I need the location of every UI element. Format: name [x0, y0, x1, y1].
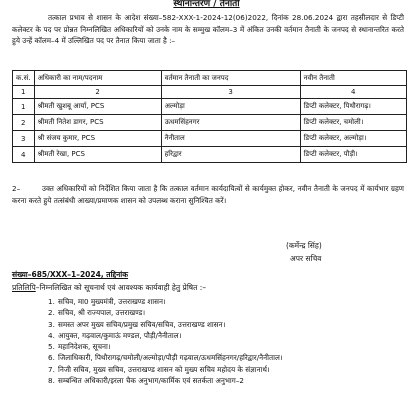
table-header-row	[13, 71, 407, 86]
item-text: निजी सचिव, मुख्य सचिव, उत्तराखण्ड शासन को मुख्य सचिव महोदय के संज्ञानार्थ।	[58, 364, 270, 374]
item-number: 2.	[48, 308, 55, 318]
cell-current: ऊधमसिंहनगर	[161, 115, 300, 131]
cell-current: हरिद्वार	[161, 147, 300, 163]
memo-number: संख्या–685/XXX–1–2024, तद्दिनांक	[12, 270, 129, 279]
paragraph-number: 2–	[12, 184, 21, 193]
col-header-name: अधिकारी का नाम/पदनाम	[34, 71, 161, 86]
item-text: जिलाधिकारी, पिथौरागढ़/चमोली/अल्मोड़ा/पौड़ी गढ़वाल/ऊधमसिंहनगर/हरिद्वार/नैनीताल।	[58, 353, 283, 363]
col-header-current: वर्तमान तैनाती का जनपद	[161, 71, 300, 86]
item-text: सचिव, मा0 मुख्यमंत्री, उत्तराखण्ड शासन।	[58, 297, 166, 306]
col-number: 1	[13, 86, 35, 99]
signatory-name: (कर्मेन्द्र सिंह)	[286, 241, 322, 250]
item-number: 8.	[48, 376, 55, 386]
document-heading: स्थानान्तरण / तैनाती	[173, 0, 240, 9]
cell-sn: 4	[13, 147, 35, 163]
cell-name: श्रीमती रेखा, PCS	[34, 147, 161, 163]
col-header-new: नवीन तैनाती	[300, 71, 406, 86]
list-item	[48, 296, 283, 307]
table-row	[13, 99, 407, 115]
copy-text: –निम्नलिखित को सूचनार्थ एवं आवश्यक कार्यवाही हेतु प्रेषित :–	[35, 283, 207, 292]
item-text: आयुक्त, गढ़वाल/कुमाऊं मण्डल, पौड़ी/नैनीताल।	[58, 330, 182, 340]
item-number: 4.	[48, 330, 55, 340]
cell-current: नैनीताल	[161, 131, 300, 147]
cell-new: डिप्टी कलेक्टर, चमोली।	[300, 115, 406, 131]
col-header-sn: क.सं.	[13, 71, 35, 86]
list-item	[48, 319, 283, 330]
recipient-list	[48, 296, 283, 386]
list-item	[48, 375, 283, 386]
instruction-text: उक्त अधिकारियों को निर्देशित किया जाता है कि तत्काल वर्तमान कार्यदायित्वों से कार्यमुक्त होकर, नवीन तैनाती के जनपद में कार्यभार ग्रहण करना करते हुये तत्संबंधी आख्या/प्रमाणक शासन को उपलब्ध कराना सुनिश्चित करें।	[12, 184, 404, 205]
table-number-row	[13, 86, 407, 99]
col-number: 4	[300, 86, 406, 99]
cell-sn: 2	[13, 115, 35, 131]
item-text: सम्बन्धित अधिकारी/इरला चैक अनुभाग/कार्मिक एवं सतर्कता अनुभाग–2	[58, 376, 244, 386]
table-row	[13, 131, 407, 147]
col-number: 3	[161, 86, 300, 99]
list-item	[48, 307, 283, 318]
instruction-paragraph	[12, 183, 404, 206]
cell-sn: 3	[13, 131, 35, 147]
transfer-table	[12, 70, 407, 163]
item-text: महानिदेशक, सूचना।	[58, 342, 111, 352]
item-number: 1.	[48, 297, 55, 306]
signatory-title: अपर सचिव	[290, 254, 322, 263]
item-number: 5.	[48, 342, 55, 352]
item-text: समस्त अपर मुख्य सचिव/प्रमुख सचिव/सचिव, उत्तराखण्ड शासन।	[58, 319, 226, 329]
copy-label: प्रतिलिपि	[12, 283, 36, 292]
cell-name: श्रीमती खुशबू आर्या, PCS	[34, 99, 161, 115]
col-number: 2	[34, 86, 161, 99]
cell-sn: 1	[13, 99, 35, 115]
item-number: 7.	[48, 364, 55, 374]
item-text: सचिव, श्री राज्यपाल, उत्तराखण्ड।	[58, 308, 146, 318]
list-item	[48, 341, 283, 352]
cell-new: डिप्टी कलेक्टर, पौड़ी।	[300, 147, 406, 163]
intro-paragraph: तत्काल प्रभाव से शासन के आदेश संख्या–582-XXX-1-2024-12(06)2022, दिनांक 28.06.2024 द्वारा तहसीलदार से डिप्टी कलेक्टर के पद पर प्रोन्नत निम्नलिखित अधिकारियों को उनके नाम के सम्मुख कॉलम–3 में अंकित उनकी वर्तमान तैनाती के जनपद से स्थानान्तरित करते हुये उन्हें कॉलम–4 में उल्लिखित पद पर तैनात किया जाता है :–	[12, 13, 404, 45]
list-item	[48, 352, 283, 363]
list-item	[48, 364, 283, 375]
cell-name: श्री संजय कुमार, PCS	[34, 131, 161, 147]
item-number: 3.	[48, 319, 55, 329]
cell-name: श्रीमती नितेश डागर, PCS	[34, 115, 161, 131]
cell-new: डिप्टी कलेक्टर, पिथौरागढ़।	[300, 99, 406, 115]
copy-to-intro	[12, 283, 206, 293]
table-row	[13, 147, 407, 163]
table-row	[13, 115, 407, 131]
item-number: 6.	[48, 353, 55, 363]
list-item	[48, 330, 283, 341]
cell-current: अल्मोड़ा	[161, 99, 300, 115]
cell-new: डिप्टी कलेक्टर, अल्मोड़ा।	[300, 131, 406, 147]
